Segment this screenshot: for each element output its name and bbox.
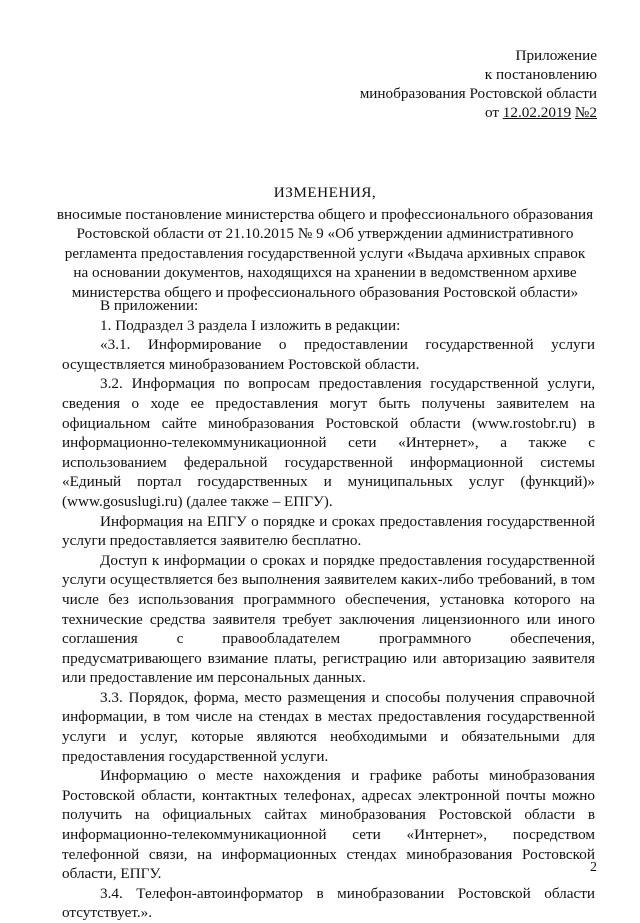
paragraph: 3.2. Информация по вопросам предоставления государственной услуги, сведения о ходе ее предоставления могут быть получены заявителем на официальном сайте минобразования Ростовской области (www.rostobr.ru) в информационно-телекоммуникационной сети «Интернет», а также с использованием федеральной государственной информационной системы «Единый портал государственных и муниципальных услуг (функций)» (www.gosuslugi.ru) (далее также – ЕПГУ). (62, 375, 595, 510)
appendix-block (360, 46, 597, 122)
paragraph: 1. Подраздел 3 раздела I изложить в редакции: (100, 316, 401, 334)
paragraph: 3.4. Телефон-автоинформатор в минобразовании Ростовской области отсутствует.». (62, 884, 595, 922)
title-line-5: министерства общего и профессионального образования Ростовской области» (71, 283, 579, 301)
appendix-line-2: к постановлению (484, 66, 597, 83)
document-body (62, 296, 595, 923)
title-heading: ИЗМЕНЕНИЯ, (273, 184, 377, 201)
title-line-2: Ростовской области от 21.10.2015 № 9 «Об утверждении административного (76, 225, 574, 243)
paragraph: 3.3. Порядок, форма, место размещения и способы получения справочной информации, в том числе на стендах в местах предоставления государственной услуги и услуг, которые являются необходимыми и обязательными для предоставления государственной услуги. (62, 688, 595, 765)
title-line-1: вносимые постановление министерства общего и профессионального образования (56, 205, 594, 223)
paragraph: Доступ к информации о сроках и порядке предоставления государственной услуги осуществляется без выполнения заявителем каких-либо требований, в том числе без использования программного обеспечения, установка которого на технические средства заявителя требует заключения лицензионного или иного соглашения с правообладателем программного обеспечения, предусматривающего взимание платы, регистрацию или авторизацию заявителя или предоставление им персональных данных. (62, 551, 595, 687)
title-line-4: на основании документов, находящихся на хранении в ведомственном архиве (73, 264, 577, 282)
appendix-number: №2 (574, 104, 597, 121)
paragraph: В приложении: (100, 297, 199, 314)
title-line-3: регламента предоставления государственной услуги «Выдача архивных справок (64, 244, 586, 262)
appendix-line-1: Приложение (515, 47, 597, 64)
appendix-date-line (360, 103, 597, 122)
appendix-line-3: минобразования Ростовской области (359, 85, 597, 102)
document-title (55, 183, 595, 303)
paragraph: Информация на ЕПГУ о порядке и сроках предоставления государственной услуги предоставляется заявителю бесплатно. (62, 512, 595, 550)
paragraph: Информацию о месте нахождения и графике работы минобразования Ростовской области, контактных телефонах, адресах электронной почты можно получить на официальных сайтах минобразования Ростовской области в информационно-телекоммуникационной сети «Интернет», посредством телефонной связи, на информационных стендах минобразования Ростовской области, ЕПГУ. (62, 767, 595, 883)
appendix-date: 12.02.2019 (502, 104, 572, 121)
page-number: 2 (590, 860, 597, 875)
paragraph: «3.1. Информирование о предоставлении государственной услуги осуществляется минобразованием Ростовской области. (62, 336, 595, 373)
appendix-date-prefix: от (484, 104, 503, 121)
